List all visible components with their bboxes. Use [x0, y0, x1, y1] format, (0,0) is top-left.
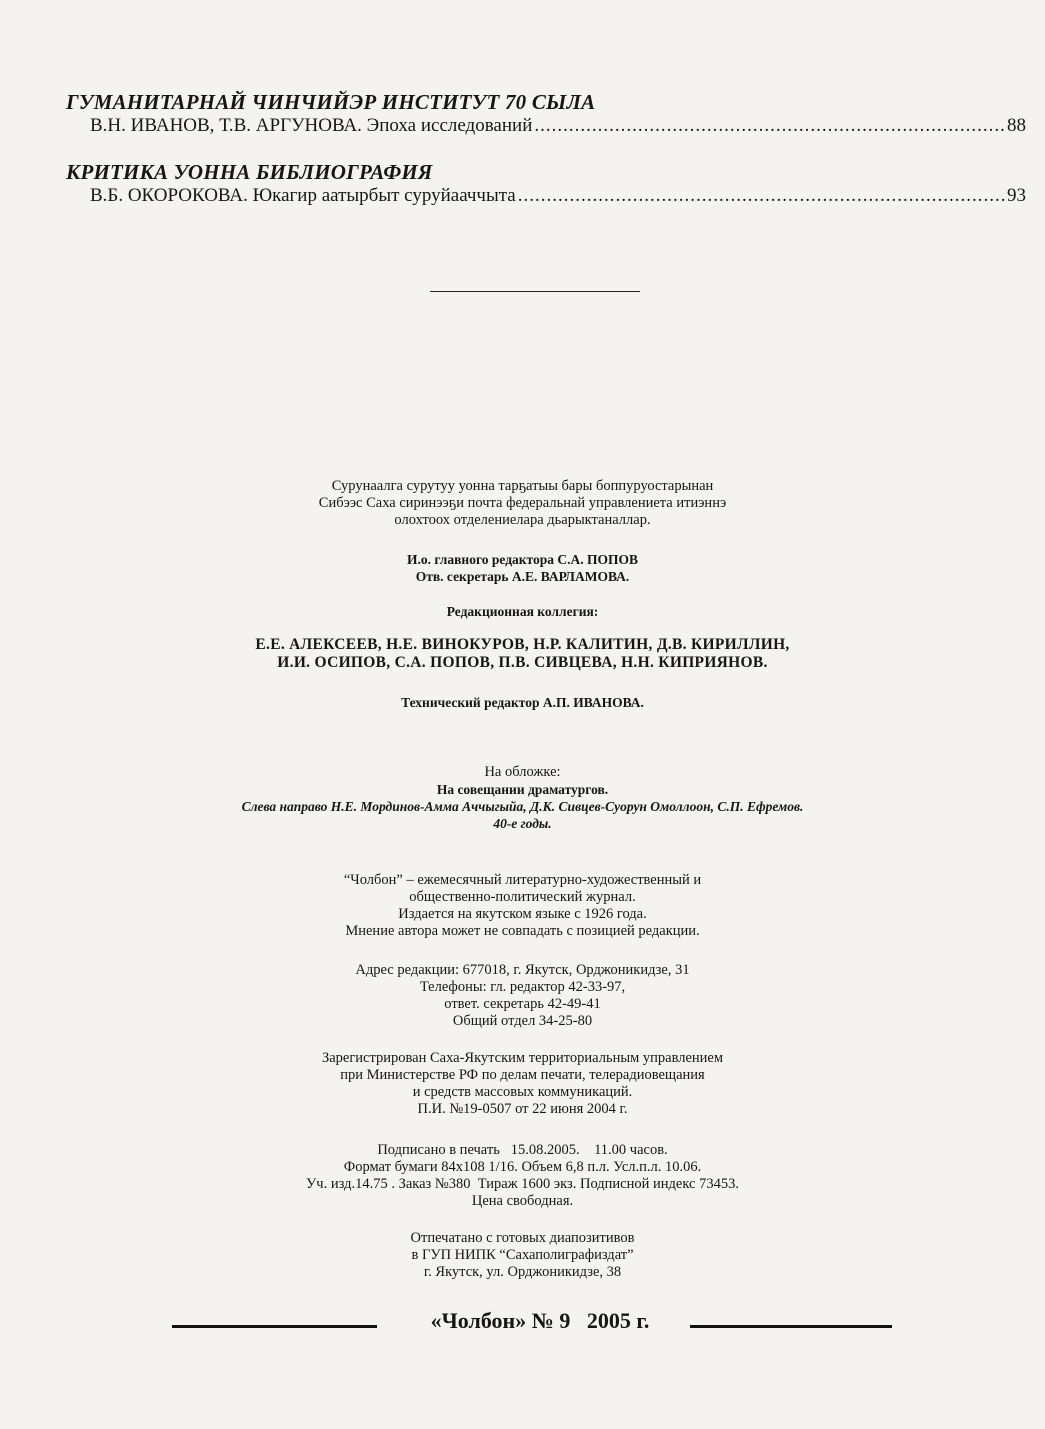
about-line: Мнение автора может не совпадать с позицией редакции. [345, 923, 700, 939]
contact-line: Адрес редакции: 677018, г. Якутск, Орджоникидзе, 31 [355, 962, 690, 978]
toc-heading: ГУМАНИТАРНАЙ ЧИНЧИЙЭР ИНСТИТУТ 70 СЫЛА [66, 90, 596, 114]
printer-line: в ГУП НИПК “Сахаполиграфиздат” [411, 1247, 634, 1263]
print-info-line: Цена свободная. [471, 1193, 574, 1209]
chief-editor: И.о. главного редактора С.А. ПОПОВ [406, 552, 639, 567]
print-info-line: Уч. изд.14.75 . Заказ №380 Тираж 1600 экз. Подписной индекс 73453. [306, 1176, 739, 1192]
footer [0, 1306, 1045, 1336]
cover-block [0, 764, 1045, 832]
toc-entry-text: В.Б. ОКОРОКОВА. Юкагир аатырбыт суруйааччыта [90, 185, 516, 206]
board-line: И.И. ОСИПОВ, С.А. ПОПОВ, П.В. СИВЦЕВА, Н.Н. КИПРИЯНОВ. [277, 654, 768, 671]
toc-entry [90, 184, 1026, 208]
contact-line: Общий отдел 34-25-80 [452, 1013, 593, 1029]
printer-line: г. Якутск, ул. Орджоникидзе, 38 [423, 1264, 622, 1280]
printer-block [0, 1230, 1045, 1281]
about-line: “Чолбон” – ежемесячный литературно-художественный и [343, 872, 702, 888]
footer-rule-right [690, 1325, 892, 1328]
toc-heading: КРИТИКА УОННА БИБЛИОГРАФИЯ [66, 160, 433, 184]
toc-section [66, 90, 1026, 138]
subscription-block [0, 478, 1045, 529]
cover-years: 40-е годы. [493, 816, 552, 831]
toc-page-number: 93 [1007, 185, 1026, 206]
editors-block [0, 551, 1045, 585]
board-members [0, 636, 1045, 672]
subscription-line: олохтоох отделениелара дьарыктаналлар. [394, 512, 651, 528]
board-label: Редакционная коллегия: [446, 604, 599, 619]
tech-editor-block [0, 694, 1045, 711]
toc-section [66, 160, 1026, 208]
toc-page-number: 88 [1007, 115, 1026, 136]
cover-label: На обложке: [484, 764, 561, 780]
registration-block [0, 1050, 1045, 1118]
board-label-block [0, 603, 1045, 620]
subscription-line: Сибээс Саха сиринээҕи почта федеральнай управлениета итиэннэ [318, 495, 727, 511]
toc-leader-dots [534, 114, 1005, 138]
cover-caption: Слева направо Н.Е. Мординов-Амма Аччыгыйа, Д.К. Сивцев-Суорун Омоллоон, С.П. Ефремов. [241, 799, 804, 814]
footer-title: «Чолбон» № 9 2005 г. [430, 1308, 650, 1333]
about-line: Издается на якутском языке с 1926 года. [398, 906, 647, 922]
cover-title: На совещании драматургов. [436, 782, 609, 797]
toc-leader-dots [518, 184, 1005, 208]
registration-line: Зарегистрирован Саха-Якутским территориальным управлением [321, 1050, 724, 1066]
about-block [0, 872, 1045, 940]
registration-line: П.И. №19-0507 от 22 июня 2004 г. [417, 1101, 628, 1117]
registration-line: при Министерстве РФ по делам печати, телерадиовещания [340, 1067, 705, 1083]
executive-secretary: Отв. секретарь А.Е. ВАРЛАМОВА. [415, 569, 630, 584]
footer-rule-left [172, 1325, 377, 1328]
print-info-line: Формат бумаги 84х108 1/16. Объем 6,8 п.л. Усл.п.л. 10.06. [343, 1159, 702, 1175]
separator-line [430, 291, 640, 292]
subscription-line: Сурунаалга сурутуу уонна тарҕатыы бары боппуруостарынан [331, 478, 714, 494]
print-info-block [0, 1142, 1045, 1210]
contact-line: ответ. секретарь 42-49-41 [444, 996, 601, 1012]
about-line: общественно-политический журнал. [409, 889, 636, 905]
contacts-block [0, 962, 1045, 1030]
registration-line: и средств массовых коммуникаций. [412, 1084, 633, 1100]
printer-line: Отпечатано с готовых диапозитивов [410, 1230, 635, 1246]
contact-line: Телефоны: гл. редактор 42-33-97, [419, 979, 626, 995]
tech-editor: Технический редактор А.П. ИВАНОВА. [401, 695, 644, 710]
board-line: Е.Е. АЛЕКСЕЕВ, Н.Е. ВИНОКУРОВ, Н.Р. КАЛИТИН, Д.В. КИРИЛЛИН, [255, 636, 790, 653]
toc-entry [90, 114, 1026, 138]
toc-entry-text: В.Н. ИВАНОВ, Т.В. АРГУНОВА. Эпоха исследований [90, 115, 533, 136]
print-info-line: Подписано в печать 15.08.2005. 11.00 часов. [377, 1142, 668, 1158]
